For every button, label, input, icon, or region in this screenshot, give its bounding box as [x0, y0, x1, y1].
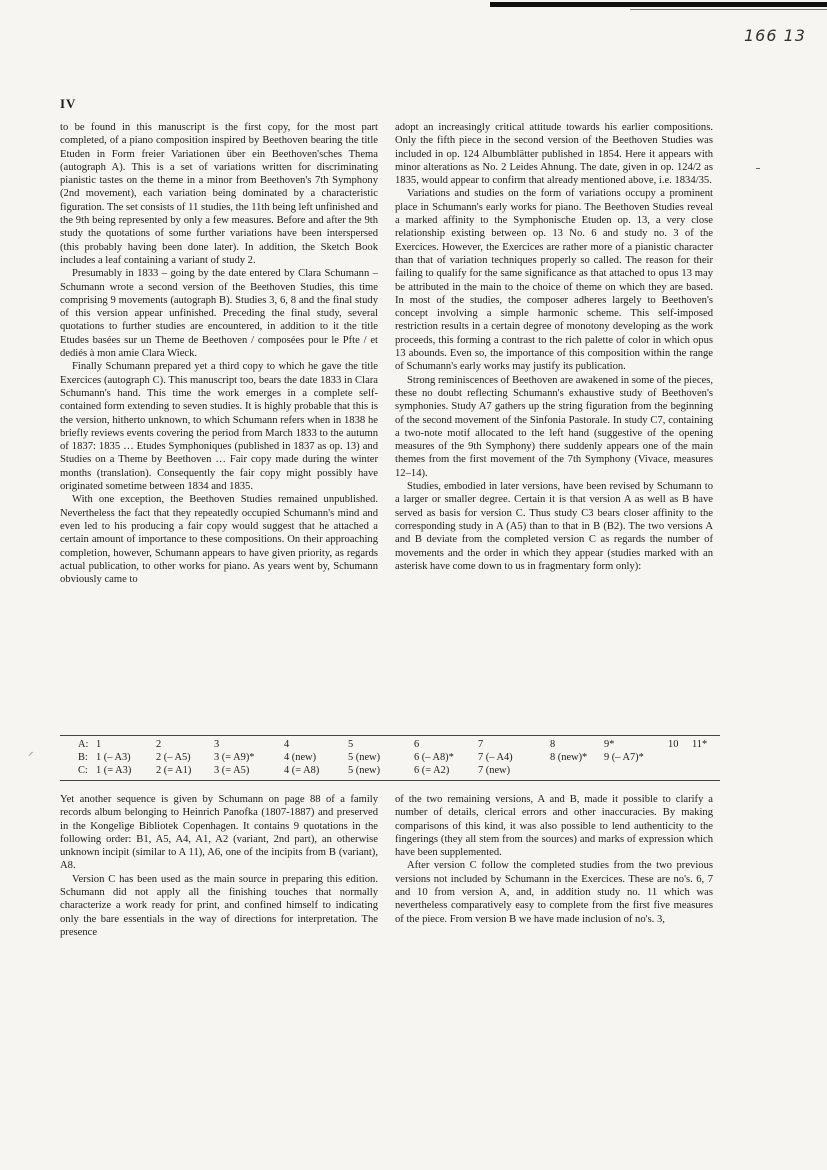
page-number: IV [60, 96, 77, 111]
right-column-bottom [395, 793, 713, 926]
paragraph: Version C has been used as the main source in preparing this edition. Schumann did not apply all the finishing touches that normally characterize a work ready for print, and confined himself to indicating only the bare essentials in the way of directions for interpretation. The presence [60, 873, 378, 938]
table-row [60, 751, 720, 764]
paragraph: Presumably in 1833 – going by the date entered by Clara Schumann – Schumann wrote a second version of the Beethoven Studies, this time comprising 9 movements (autograph B). Studies 3, 6, 8 and the final study of this version appear unfinished. Preceding the final study, several quotations to further studies are encountered, in addition to it the title Etudes basées sur un Theme de Beethoven / composées pour le Pfte / et dediés à mon amie Clara Wieck. [60, 268, 378, 360]
table-cell: 9 (– A7)* [604, 752, 644, 763]
table-cell: 3 (= A9)* [214, 752, 255, 763]
top-border-rule [490, 2, 827, 7]
table-cell: 4 [284, 739, 290, 750]
right-column-top [395, 121, 713, 573]
paragraph: to be found in this manuscript is the first copy, for the most part completed, of a piano composition inspired by Beethoven bearing the title Etuden in Form freier Variationen über ein Beethoven'sches Thema (autograph A). This is a set of variations written for discriminating pianistic tastes on the theme in a minor from Beethoven's 7th Symphony (2nd movement), each variation being dominated by a characteristic figuration. The set consists of 11 studies, the 11th being left unfinished and the 9th being represented by only a few measures. Before and after the 9th study the quotations of some further variations have been interspersed (this probably having been done later). In addition, the Sketch Book includes a leaf containing a variant of study 2. [60, 122, 378, 266]
table-cell: 2 (– A5) [156, 752, 191, 763]
table-cell: 6 (= A2) [414, 765, 450, 776]
table-cell: 1 [96, 739, 102, 750]
table-cell: 3 (= A5) [214, 765, 250, 776]
table-row [60, 738, 720, 751]
paragraph: adopt an increasingly critical attitude towards his earlier compositions. Only the fifth piece in the second version of the Beethoven Studies was included in op. 124 Albumblätter published in 1854. Here it appears with minor alterations as No. 2 Leides Ahnung. The date, given in op. 124/2 as 1835, would appear to confirm that already mentioned above, i.e. 1834/35. [395, 122, 713, 187]
table-cell: 2 (= A1) [156, 765, 192, 776]
table-cell: 5 (new) [348, 765, 381, 776]
table-cell: 4 (= A8) [284, 765, 320, 776]
paragraph: Strong reminiscences of Beethoven are awakened in some of the pieces, these no doubt reflecting Schumann's exhaustive study of Beethoven's symphonies. Study A7 gathers up the string figuration from the beginning of the second movement of the Sinfonia Pastorale. In study C7, containing a two-note motif allocated to the left hand (suggestive of the opening measures of the 9th Symphony) there suddenly appears one of the main themes from the first movement of the 7th Symphony (Vivace, measures 12–14). [395, 374, 713, 479]
paragraph: Yet another sequence is given by Schumann on page 88 of a family records album belonging to Heinrich Panofka (1807-1887) and preserved in the Kongelige Bibliotek Copenhagen. It contains 9 quotations in the following order: B1, A5, A4, A1, A2 (variant, 2nd part), an otherwise unknown incipit (similar to A 11), A6, one of the incipits from B (variant), A8. [60, 794, 378, 872]
paragraph: of the two remaining versions, A and B, made it possible to clarify a number of details, clerical errors and other inaccuracies. By making comparisons of this kind, it was also possible to lend authenticity to the fingerings (they all stem from the sources) and marks of expression which have been supplemented. [395, 794, 713, 859]
table-cell: 8 [550, 739, 556, 750]
table-cell: 7 [478, 739, 484, 750]
row-label: C: [78, 765, 88, 776]
table-cell: 7 (new) [478, 765, 511, 776]
row-label: B: [78, 752, 88, 763]
table-cell: 2 [156, 739, 162, 750]
table-cell: 8 (new)* [550, 752, 588, 763]
handwritten-page-note: 166 13 [744, 26, 806, 45]
top-thin-rule [630, 9, 827, 10]
paragraph: Variations and studies on the form of variations occupy a prominent place in Schumann's early works for piano. The Beethoven Studies reveal a marked affinity to the Symphonische Etuden op. 13, a very close relationship existing between op. 13 No. 6 and study no. 3 of the Exercices. However, the Exercices are rather more of a pianistic character than that of variation techniques properly so called. The reason for their failing to qualify for the same significance as that attached to opus 13 may be attributed in the main to the choice of theme on which they are based. In most of the studies, the composer adheres largely to Beethoven's concept involving a simple harmonic scheme. This self-imposed restriction results in a certain degree of monotony developing as the work proceeds, this forming a contrast to the rich palette of color in which opus 13 abounds. Even so, the importance of this composition within the range of Schumann's early works may justify its publication. [395, 188, 713, 373]
left-column-top [60, 121, 378, 586]
table-cell: 1 (– A3) [96, 752, 131, 763]
table-cell: 5 (new) [348, 752, 381, 763]
table-cell: 10 [668, 739, 679, 750]
table-row [60, 764, 720, 777]
paragraph: After version C follow the completed studies from the two previous versions not included by Schumann in the Exercices. These are no's. 6, 7 and 10 from version A, and, in addition study no. 11 which was nevertheless comparatively easy to complete from the first five measures of the piece. From version B we have made inclusion of no's. 3, [395, 860, 713, 925]
margin-mark-right [756, 168, 760, 169]
table-cell: 6 (– A8)* [414, 752, 454, 763]
left-column-bottom [60, 793, 378, 939]
table-cell: 11* [692, 739, 708, 750]
table-cell: 3 [214, 739, 220, 750]
row-label: A: [78, 739, 89, 750]
table-cell: 4 (new) [284, 752, 317, 763]
paragraph: Finally Schumann prepared yet a third copy to which he gave the title Exercices (autograph C). This manuscript too, bears the date 1833 in Clara Schumann's hand. This time the work emerges in a complete self-contained form extending to seven studies. It is highly probable that this is the version, hitherto unknown, to which Schumann refers when in 1838 he briefly reviews events covering the period from March 1833 to the autumn of 1837: 1835 … Etudes Symphoniques (published in 1837 as op. 13) and Studies on a Theme by Beethoven … Fair copy made during the winter months (translation). Consequently the fair copy might possibly have originated sometime between 1834 and 1835. [60, 361, 378, 493]
table-cell: 5 [348, 739, 354, 750]
table-cell: 1 (= A3) [96, 765, 132, 776]
table-cell: 6 [414, 739, 420, 750]
margin-tick-mark: ⸝ [28, 746, 34, 758]
table-cell: 7 (– A4) [478, 752, 513, 763]
paragraph: Studies, embodied in later versions, have been revised by Schumann to a larger or smaller degree. Certain it is that version A as well as B have served as basis for version C. Thus study C3 bears closer affinity to the corresponding study in A (A5) than to that in B (B2). The two versions A and B deviate from the completed version C as regards the number of movements and the order in which they appear (studies marked with an asterisk have come down to us in fragmentary form only): [395, 481, 713, 572]
table-cell: 9* [604, 739, 615, 750]
paragraph: With one exception, the Beethoven Studies remained unpublished. Nevertheless the fact that they repeatedly occupied Schumann's mind and even led to his producing a fair copy would suggest that he attached a certain amount of importance to these compositions. On their approaching completion, however, Schumann appears to have given priority, as regards actual publication, to other works for piano. As years went by, Schumann obviously came to [60, 494, 378, 586]
study-order-table [60, 735, 720, 781]
